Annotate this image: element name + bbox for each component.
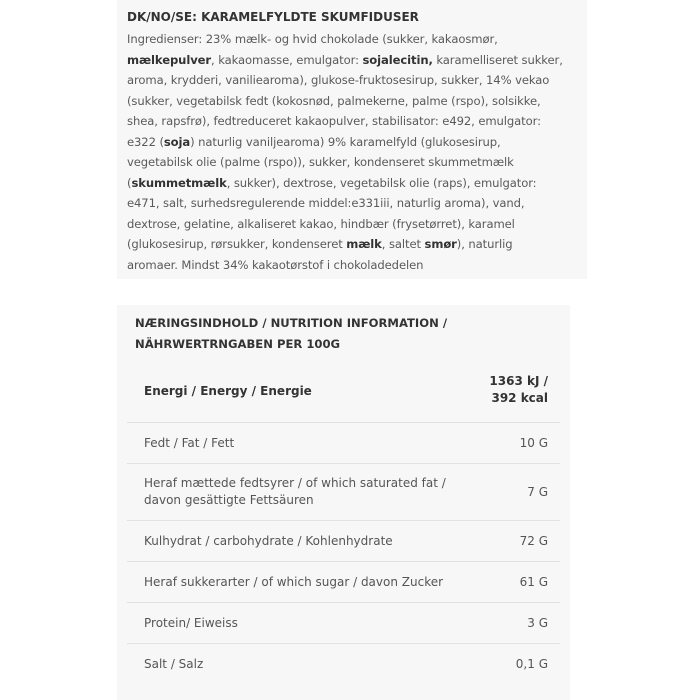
energy-kj: 1363 kJ / bbox=[489, 374, 548, 388]
ingredients-line bbox=[127, 132, 577, 153]
nutrition-label-saturated-fat bbox=[144, 475, 464, 509]
ingredients-line bbox=[127, 234, 577, 255]
ingredients-text-segment: (sukker, vegetabilsk fedt (kokosnød, palmekerne, palme (rspo), solsikke, bbox=[127, 93, 541, 108]
nutrition-title bbox=[135, 313, 555, 355]
nutrition-row-sugar bbox=[127, 562, 560, 603]
ingredients-text-segment: , saltet bbox=[381, 237, 425, 251]
nutrition-value-protein: 3 G bbox=[527, 616, 548, 630]
nutrition-label-carbohydrate: Kulhydrat / carbohydrate / Kohlenhydrate bbox=[144, 534, 393, 548]
nutrition-value-saturated-fat: 7 G bbox=[527, 485, 548, 499]
ingredients-text-segment: , kakaomasse, emulgator: bbox=[211, 52, 363, 67]
ingredients-text-segment: e471, salt, surhedsregulerende middel:e331iii, naturlig aroma), vand, bbox=[127, 196, 525, 210]
ingredients-text-segment: ( bbox=[127, 175, 132, 190]
ingredients-line bbox=[127, 111, 577, 132]
ingredients-text-segment: aromaer. Mindst 34% kakaotørstof i chokoladedelen bbox=[127, 257, 424, 272]
nutrition-label-sugar: Heraf sukkerarter / of which sugar / davon Zucker bbox=[144, 575, 444, 589]
nutrition-row-saturated-fat bbox=[127, 464, 560, 521]
allergen-text: soja bbox=[163, 134, 191, 149]
ingredients-line bbox=[127, 50, 577, 71]
ingredients-text-segment: ), naturlig bbox=[456, 237, 513, 251]
nutrition-label-salt: Salt / Salz bbox=[144, 657, 204, 671]
ingredients-line bbox=[127, 70, 577, 91]
ingredients-line bbox=[127, 255, 577, 276]
ingredients-line bbox=[127, 152, 577, 173]
ingredients-text-segment: e322 ( bbox=[127, 134, 164, 149]
nutrition-row-energy bbox=[127, 360, 560, 423]
nutrition-panel bbox=[117, 305, 570, 700]
allergen-text: smør bbox=[424, 237, 457, 251]
ingredients-text-segment: dextrose, gelatine, alkaliseret kakao, hindbær (frysetørret), karamel bbox=[127, 216, 515, 231]
ingredients-line bbox=[127, 193, 577, 214]
ingredients-text-segment: shea, rapsfrø), fedtreduceret kakaopulver, stabilisator: e492, emulgator: bbox=[127, 114, 541, 128]
nutrition-value-carbohydrate: 72 G bbox=[519, 534, 548, 548]
nutrition-title-line-2: NÄHRWERTRNGABEN PER 100G bbox=[135, 337, 341, 351]
ingredients-line bbox=[127, 173, 577, 194]
nutrition-row-protein bbox=[127, 603, 560, 644]
ingredients-text-segment: karamelliseret sukker, bbox=[432, 52, 563, 67]
ingredients-line bbox=[127, 214, 577, 235]
ingredients-line bbox=[127, 91, 577, 112]
ingredients-text-segment: , sukker), dextrose, vegetabilsk olie (raps), emulgator: bbox=[226, 175, 537, 190]
saturated-fat-label-line-1: Heraf mættede fedtsyrer / of which saturated fat / bbox=[144, 476, 446, 490]
saturated-fat-label-line-2: davon gesättigte Fettsäuren bbox=[144, 493, 314, 507]
ingredients-text-segment: (glukosesirup, rørsukker, kondenseret bbox=[127, 237, 347, 251]
nutrition-row-fat bbox=[127, 423, 560, 464]
allergen-text: sojalecitin, bbox=[362, 52, 433, 67]
ingredients-text-segment: Ingredienser: 23% mælk- og hvid chokolade (sukker, kakaosmør, bbox=[127, 32, 498, 46]
nutrition-label-fat: Fedt / Fat / Fett bbox=[144, 436, 235, 450]
ingredients-text-segment: ) naturlig vaniljearoma) 9% karamelfyld (glukosesirup, bbox=[190, 134, 501, 149]
nutrition-value-fat: 10 G bbox=[519, 436, 548, 450]
ingredients-text-segment: aroma, krydderi, vaniliearoma), glukose-fruktosesirup, sukker, 14% vekao bbox=[127, 73, 550, 87]
nutrition-row-salt bbox=[127, 644, 560, 685]
ingredients-title: DK/NO/SE: KARAMELFYLDTE SKUMFIDUSER bbox=[127, 10, 419, 24]
ingredients-line bbox=[127, 29, 577, 50]
allergen-text: skummetmælk bbox=[131, 175, 227, 190]
nutrition-value-salt: 0,1 G bbox=[515, 657, 548, 671]
ingredients-panel bbox=[117, 0, 587, 279]
allergen-text: mælk bbox=[346, 237, 382, 251]
nutrition-row-carbohydrate bbox=[127, 521, 560, 562]
ingredients-text-segment: vegetabilsk olie (palme (rspo)), sukker, kondenseret skummetmælk bbox=[127, 155, 514, 169]
nutrition-label-protein: Protein/ Eiweiss bbox=[144, 616, 238, 630]
nutrition-value-sugar: 61 G bbox=[519, 575, 548, 589]
nutrition-label-energy: Energi / Energy / Energie bbox=[144, 384, 312, 398]
nutrition-value-energy bbox=[489, 373, 548, 407]
ingredients-text bbox=[127, 29, 577, 275]
allergen-text: mælkepulver bbox=[127, 52, 212, 67]
energy-kcal: 392 kcal bbox=[491, 391, 548, 405]
nutrition-title-line-1: NÆRINGSINDHOLD / NUTRITION INFORMATION / bbox=[135, 316, 448, 330]
nutrition-table bbox=[127, 360, 560, 685]
